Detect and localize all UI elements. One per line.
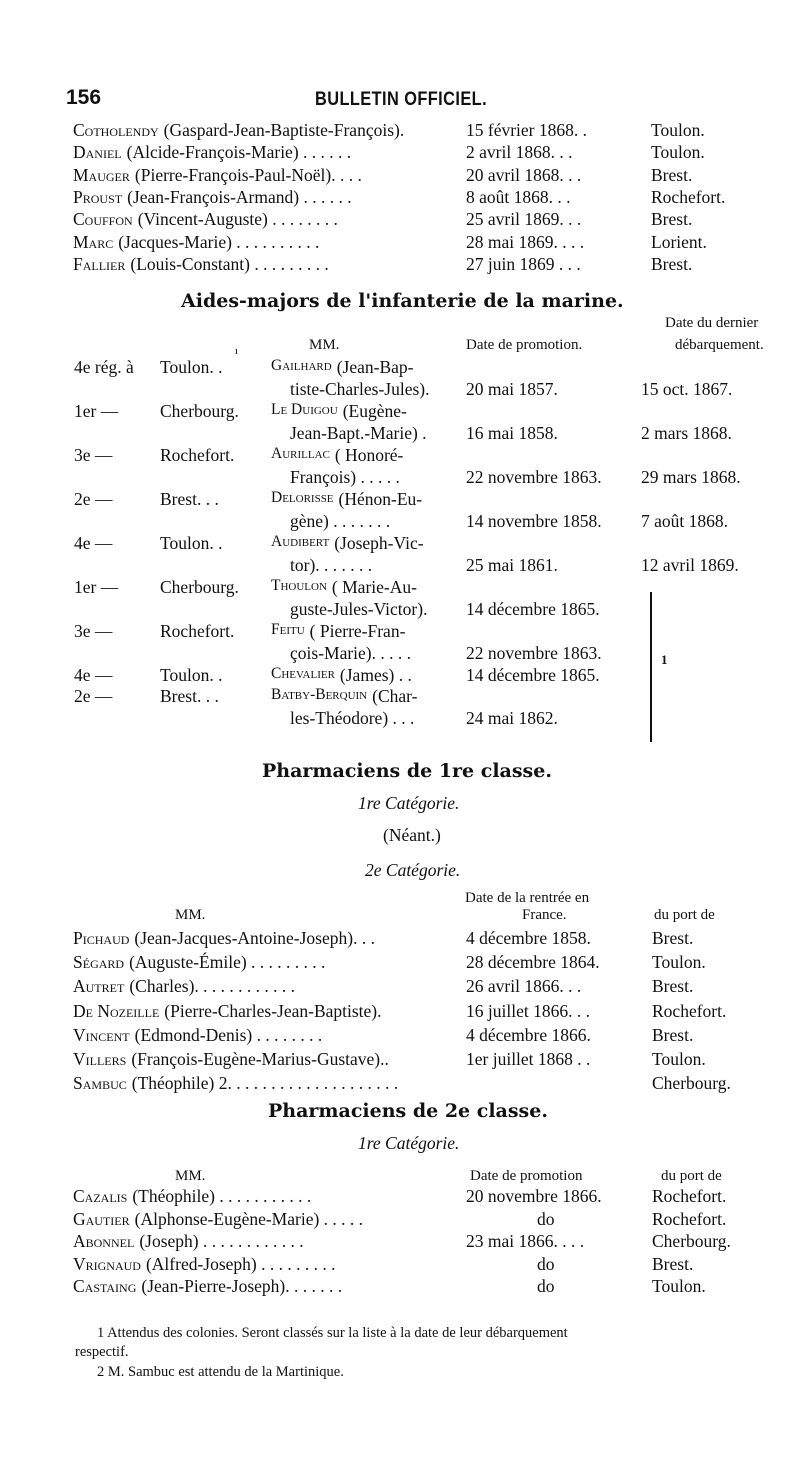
debarquement-date: 12 avril 1869.	[641, 555, 739, 575]
person-given-names: (Théophile) 2. . . . . . . . . . . . . . . . . . . .	[131, 1073, 399, 1094]
table-row	[0, 533, 800, 575]
list-item	[0, 165, 800, 187]
person-surname: Vrignaud	[73, 1253, 141, 1274]
footnote-2: 2 M. Sambuc est attendu de la Martinique.	[97, 1364, 344, 1380]
promotion-date: 24 mai 1862.	[466, 708, 558, 728]
promotion-date: 25 mai 1861.	[466, 555, 558, 575]
person-given-names: (Jean-Pierre-Joseph). . . . . . .	[141, 1276, 343, 1296]
person-surname: Delorisse	[271, 489, 334, 506]
port-value: Toulon.	[652, 1049, 706, 1069]
person-surname: Cazalis	[73, 1186, 128, 1206]
date-value: 2 avril 1868. . .	[466, 142, 573, 163]
list-item	[0, 120, 800, 142]
scan-mark: ı	[235, 345, 239, 357]
col-mm-3: MM.	[175, 1168, 206, 1184]
table-row	[0, 621, 800, 663]
promotion-date: 23 mai 1866. . . .	[466, 1231, 585, 1251]
promotion-date: do	[537, 1208, 555, 1229]
regiment: 1er —	[74, 401, 119, 421]
person-surname: Marc	[73, 231, 114, 252]
regiment: 4e —	[74, 665, 113, 685]
person-given-names: (Joseph) . . . . . . . . . . . .	[139, 1231, 304, 1251]
port-value: Toulon.	[651, 142, 705, 163]
person-given-names: (Hénon-Eu-	[338, 489, 423, 509]
person-given-names: (Alcide-François-Marie) . . . . . .	[126, 142, 352, 163]
promotion-date: 14 décembre 1865.	[466, 599, 600, 619]
person-given-names-cont: Jean-Bapt.-Marie) .	[290, 423, 427, 443]
table-row	[0, 489, 800, 531]
table-row	[0, 401, 800, 443]
person-given-names: (Pierre-François-Paul-Noël). . . .	[134, 164, 362, 185]
person-surname: Villers	[73, 1049, 127, 1069]
person-surname: Batby-Berquin	[271, 686, 368, 703]
list-item	[0, 232, 800, 254]
garrison-city: Toulon. .	[160, 665, 223, 685]
promotion-date: do	[537, 1253, 555, 1274]
port-value: Toulon.	[652, 952, 706, 973]
port-value: Brest.	[651, 164, 693, 185]
person-given-names-cont: les-Théodore) . . .	[290, 708, 415, 728]
person-given-names: (Alphonse-Eugène-Marie) . . . . .	[134, 1208, 364, 1229]
person-given-names: ( Pierre-Fran-	[309, 621, 406, 641]
rentree-date: 4 décembre 1866.	[466, 1024, 591, 1045]
regiment: 3e —	[74, 621, 113, 641]
regiment: 2e —	[74, 489, 113, 509]
person-surname: Audibert	[271, 533, 330, 550]
person-given-names: (Pierre-Charles-Jean-Baptiste).	[164, 1000, 382, 1021]
section-title-pharm-2: Pharmaciens de 2e classe.	[268, 1100, 548, 1122]
garrison-city: Toulon. .	[160, 357, 223, 377]
port-value: Cherbourg.	[652, 1231, 731, 1251]
person-given-names: (Auguste-Émile) . . . . . . . . .	[129, 952, 326, 973]
person-given-names-cont: gène) . . . . . . .	[290, 511, 391, 531]
rentree-date: 28 décembre 1864.	[466, 952, 600, 973]
promotion-date: 22 novembre 1863.	[466, 643, 602, 663]
regiment: 1er —	[74, 577, 119, 597]
person-surname: Mauger	[73, 164, 130, 185]
col-promotion-2: Date de promotion	[470, 1168, 583, 1184]
person-surname: Abonnel	[73, 1231, 135, 1251]
promotion-date: 20 mai 1857.	[466, 379, 558, 399]
table-row	[0, 1073, 800, 1095]
debarquement-date: 15 oct. 1867.	[641, 379, 733, 399]
debarquement-date: 7 août 1868.	[641, 511, 729, 531]
person-given-names: (James) . .	[339, 665, 412, 685]
port-value: Cherbourg.	[652, 1073, 731, 1094]
section-title-aides-majors: Aides-majors de l'infanterie de la marine.	[181, 290, 624, 312]
person-given-names: (Gaspard-Jean-Baptiste-François).	[163, 120, 405, 140]
col-mm: MM.	[309, 337, 340, 353]
regiment: 3e —	[74, 445, 113, 465]
person-surname: Ségard	[73, 952, 125, 973]
category-1-label: 1re Catégorie.	[358, 793, 460, 813]
person-surname: Gautier	[73, 1208, 130, 1229]
person-given-names: (Théophile) . . . . . . . . . . .	[132, 1186, 312, 1206]
person-surname: Le Duigou	[271, 401, 338, 418]
debarquement-date: 29 mars 1868.	[641, 467, 741, 487]
person-given-names: (Jacques-Marie) . . . . . . . . . .	[118, 231, 320, 252]
footnote-1-cont: respectif.	[75, 1344, 129, 1360]
garrison-city: Cherbourg.	[160, 577, 239, 597]
col-rentree-2: France.	[522, 907, 567, 923]
person-given-names: (Edmond-Denis) . . . . . . . .	[134, 1024, 323, 1045]
garrison-city: Rochefort.	[160, 621, 235, 641]
person-given-names-cont: tiste-Charles-Jules).	[290, 379, 430, 399]
date-value: 15 février 1868. .	[466, 120, 588, 140]
garrison-city: Toulon. .	[160, 533, 223, 553]
person-surname: Aurillac	[271, 445, 330, 462]
person-given-names: (Alfred-Joseph) . . . . . . . . .	[145, 1253, 336, 1274]
person-given-names-cont: guste-Jules-Victor).	[290, 599, 428, 619]
rentree-date: 16 juillet 1866. . .	[466, 1000, 590, 1021]
table-row	[0, 1254, 800, 1276]
person-surname: Chevalier	[271, 665, 335, 682]
table-row	[0, 357, 800, 399]
table-row	[0, 665, 800, 687]
page-number: 156	[66, 86, 102, 109]
person-given-names: (Jean-Bap-	[336, 357, 414, 377]
person-given-names: (Eugène-	[342, 401, 407, 421]
promotion-date: 14 novembre 1858.	[466, 511, 602, 531]
garrison-city: Rochefort.	[160, 445, 235, 465]
person-surname: Fallier	[73, 253, 126, 274]
table-row	[0, 1025, 800, 1047]
regiment: 2e —	[74, 686, 113, 706]
rentree-date: 4 décembre 1858.	[466, 928, 591, 948]
promotion-date: 20 novembre 1866.	[466, 1186, 602, 1206]
port-value: Brest.	[652, 928, 694, 948]
col-port-2: du port de	[661, 1168, 722, 1184]
list-item	[0, 254, 800, 276]
person-surname: Sambuc	[73, 1073, 127, 1094]
port-value: Rochefort.	[652, 1208, 727, 1229]
table-row	[0, 1209, 800, 1231]
port-value: Rochefort.	[652, 1000, 727, 1021]
date-value: 27 juin 1869 . . .	[466, 253, 581, 274]
port-value: Brest.	[652, 1024, 694, 1045]
person-surname: Thoulon	[271, 577, 327, 594]
rentree-date: 1er juillet 1868 . .	[466, 1049, 591, 1069]
garrison-city: Brest. . .	[160, 686, 219, 706]
col-mm-2: MM.	[175, 907, 206, 923]
regiment: 4e —	[74, 533, 113, 553]
garrison-city: Cherbourg.	[160, 401, 239, 421]
person-surname: Gailhard	[271, 357, 332, 374]
person-given-names: (Char-	[372, 686, 418, 706]
date-value: 25 avril 1869. . .	[466, 209, 582, 230]
person-surname: Cotholendy	[73, 120, 159, 140]
date-value: 8 août 1868. . .	[466, 186, 571, 207]
promotion-date: 14 décembre 1865.	[466, 665, 600, 685]
promotion-date: do	[537, 1276, 555, 1296]
table-row	[0, 952, 800, 974]
promotion-date: 16 mai 1858.	[466, 423, 558, 443]
category-1-label-2: 1re Catégorie.	[358, 1133, 460, 1153]
person-given-names-cont: çois-Marie). . . . .	[290, 643, 412, 663]
list-item	[0, 209, 800, 231]
person-surname: Pichaud	[73, 928, 130, 948]
port-value: Brest.	[652, 1253, 694, 1274]
table-row	[0, 577, 800, 619]
port-value: Rochefort.	[652, 1186, 727, 1206]
promotion-date: 22 novembre 1863.	[466, 467, 602, 487]
table-row	[0, 1049, 800, 1071]
page-title: BULLETIN OFFICIEL.	[315, 89, 488, 110]
port-value: Brest.	[651, 253, 693, 274]
category-2-label: 2e Catégorie.	[365, 860, 461, 880]
garrison-city: Brest. . .	[160, 489, 219, 509]
table-row	[0, 1231, 800, 1253]
port-value: Brest.	[652, 976, 694, 997]
person-surname: Daniel	[73, 142, 122, 163]
port-value: Toulon.	[652, 1276, 706, 1296]
person-given-names-cont: tor). . . . . . .	[290, 555, 373, 575]
list-item	[0, 187, 800, 209]
person-given-names: (Vincent-Auguste) . . . . . . . .	[137, 209, 338, 230]
table-row	[0, 976, 800, 998]
rentree-date: 26 avril 1866. . .	[466, 976, 582, 997]
person-given-names: (François-Eugène-Marius-Gustave)..	[131, 1049, 389, 1069]
bracket-line	[650, 592, 652, 742]
section-title-pharm-1: Pharmaciens de 1re classe.	[262, 760, 552, 782]
table-row	[0, 686, 800, 728]
debarquement-date: 2 mars 1868.	[641, 423, 732, 443]
footnote-1: 1 Attendus des colonies. Seront classés sur la liste à la date de leur débarquement	[97, 1325, 568, 1341]
person-given-names: (Jean-Jacques-Antoine-Joseph). . .	[134, 928, 375, 948]
person-surname: Autret	[73, 976, 125, 997]
person-given-names-cont: François) . . . . .	[290, 467, 400, 487]
person-given-names: ( Marie-Au-	[331, 577, 417, 597]
list-item	[0, 142, 800, 164]
neant-label: (Néant.)	[383, 825, 441, 845]
col-port: du port de	[654, 907, 715, 923]
table-row	[0, 928, 800, 950]
person-surname: Vincent	[73, 1024, 130, 1045]
person-given-names: (Joseph-Vic-	[334, 533, 424, 553]
table-row	[0, 1001, 800, 1023]
col-last-debarq-2: débarquement.	[675, 337, 764, 353]
person-surname: Feitu	[271, 621, 305, 638]
col-promotion: Date de promotion.	[466, 337, 583, 353]
table-row	[0, 1186, 800, 1208]
port-value: Rochefort.	[651, 186, 726, 207]
port-value: Lorient.	[651, 231, 707, 252]
table-row	[0, 1276, 800, 1298]
person-surname: De Nozeille	[73, 1000, 160, 1021]
col-last-debarq-1: Date du dernier	[665, 315, 759, 331]
person-surname: Couffon	[73, 209, 133, 230]
date-value: 20 avril 1868. . .	[466, 164, 582, 185]
person-surname: Proust	[73, 186, 123, 207]
table-row	[0, 445, 800, 487]
person-surname: Castaing	[73, 1276, 137, 1296]
person-given-names: ( Honoré-	[334, 445, 404, 465]
bracket-footnote-ref: 1	[661, 652, 668, 667]
col-rentree-1: Date de la rentrée en	[465, 890, 590, 906]
person-given-names: (Jean-François-Armand) . . . . . .	[127, 186, 352, 207]
port-value: Toulon.	[651, 120, 705, 140]
person-given-names: (Charles). . . . . . . . . . . .	[129, 976, 296, 997]
port-value: Brest.	[651, 209, 693, 230]
person-given-names: (Louis-Constant) . . . . . . . . .	[130, 253, 329, 274]
date-value: 28 mai 1869. . . .	[466, 231, 585, 252]
regiment: 4e rég. à	[74, 357, 134, 377]
